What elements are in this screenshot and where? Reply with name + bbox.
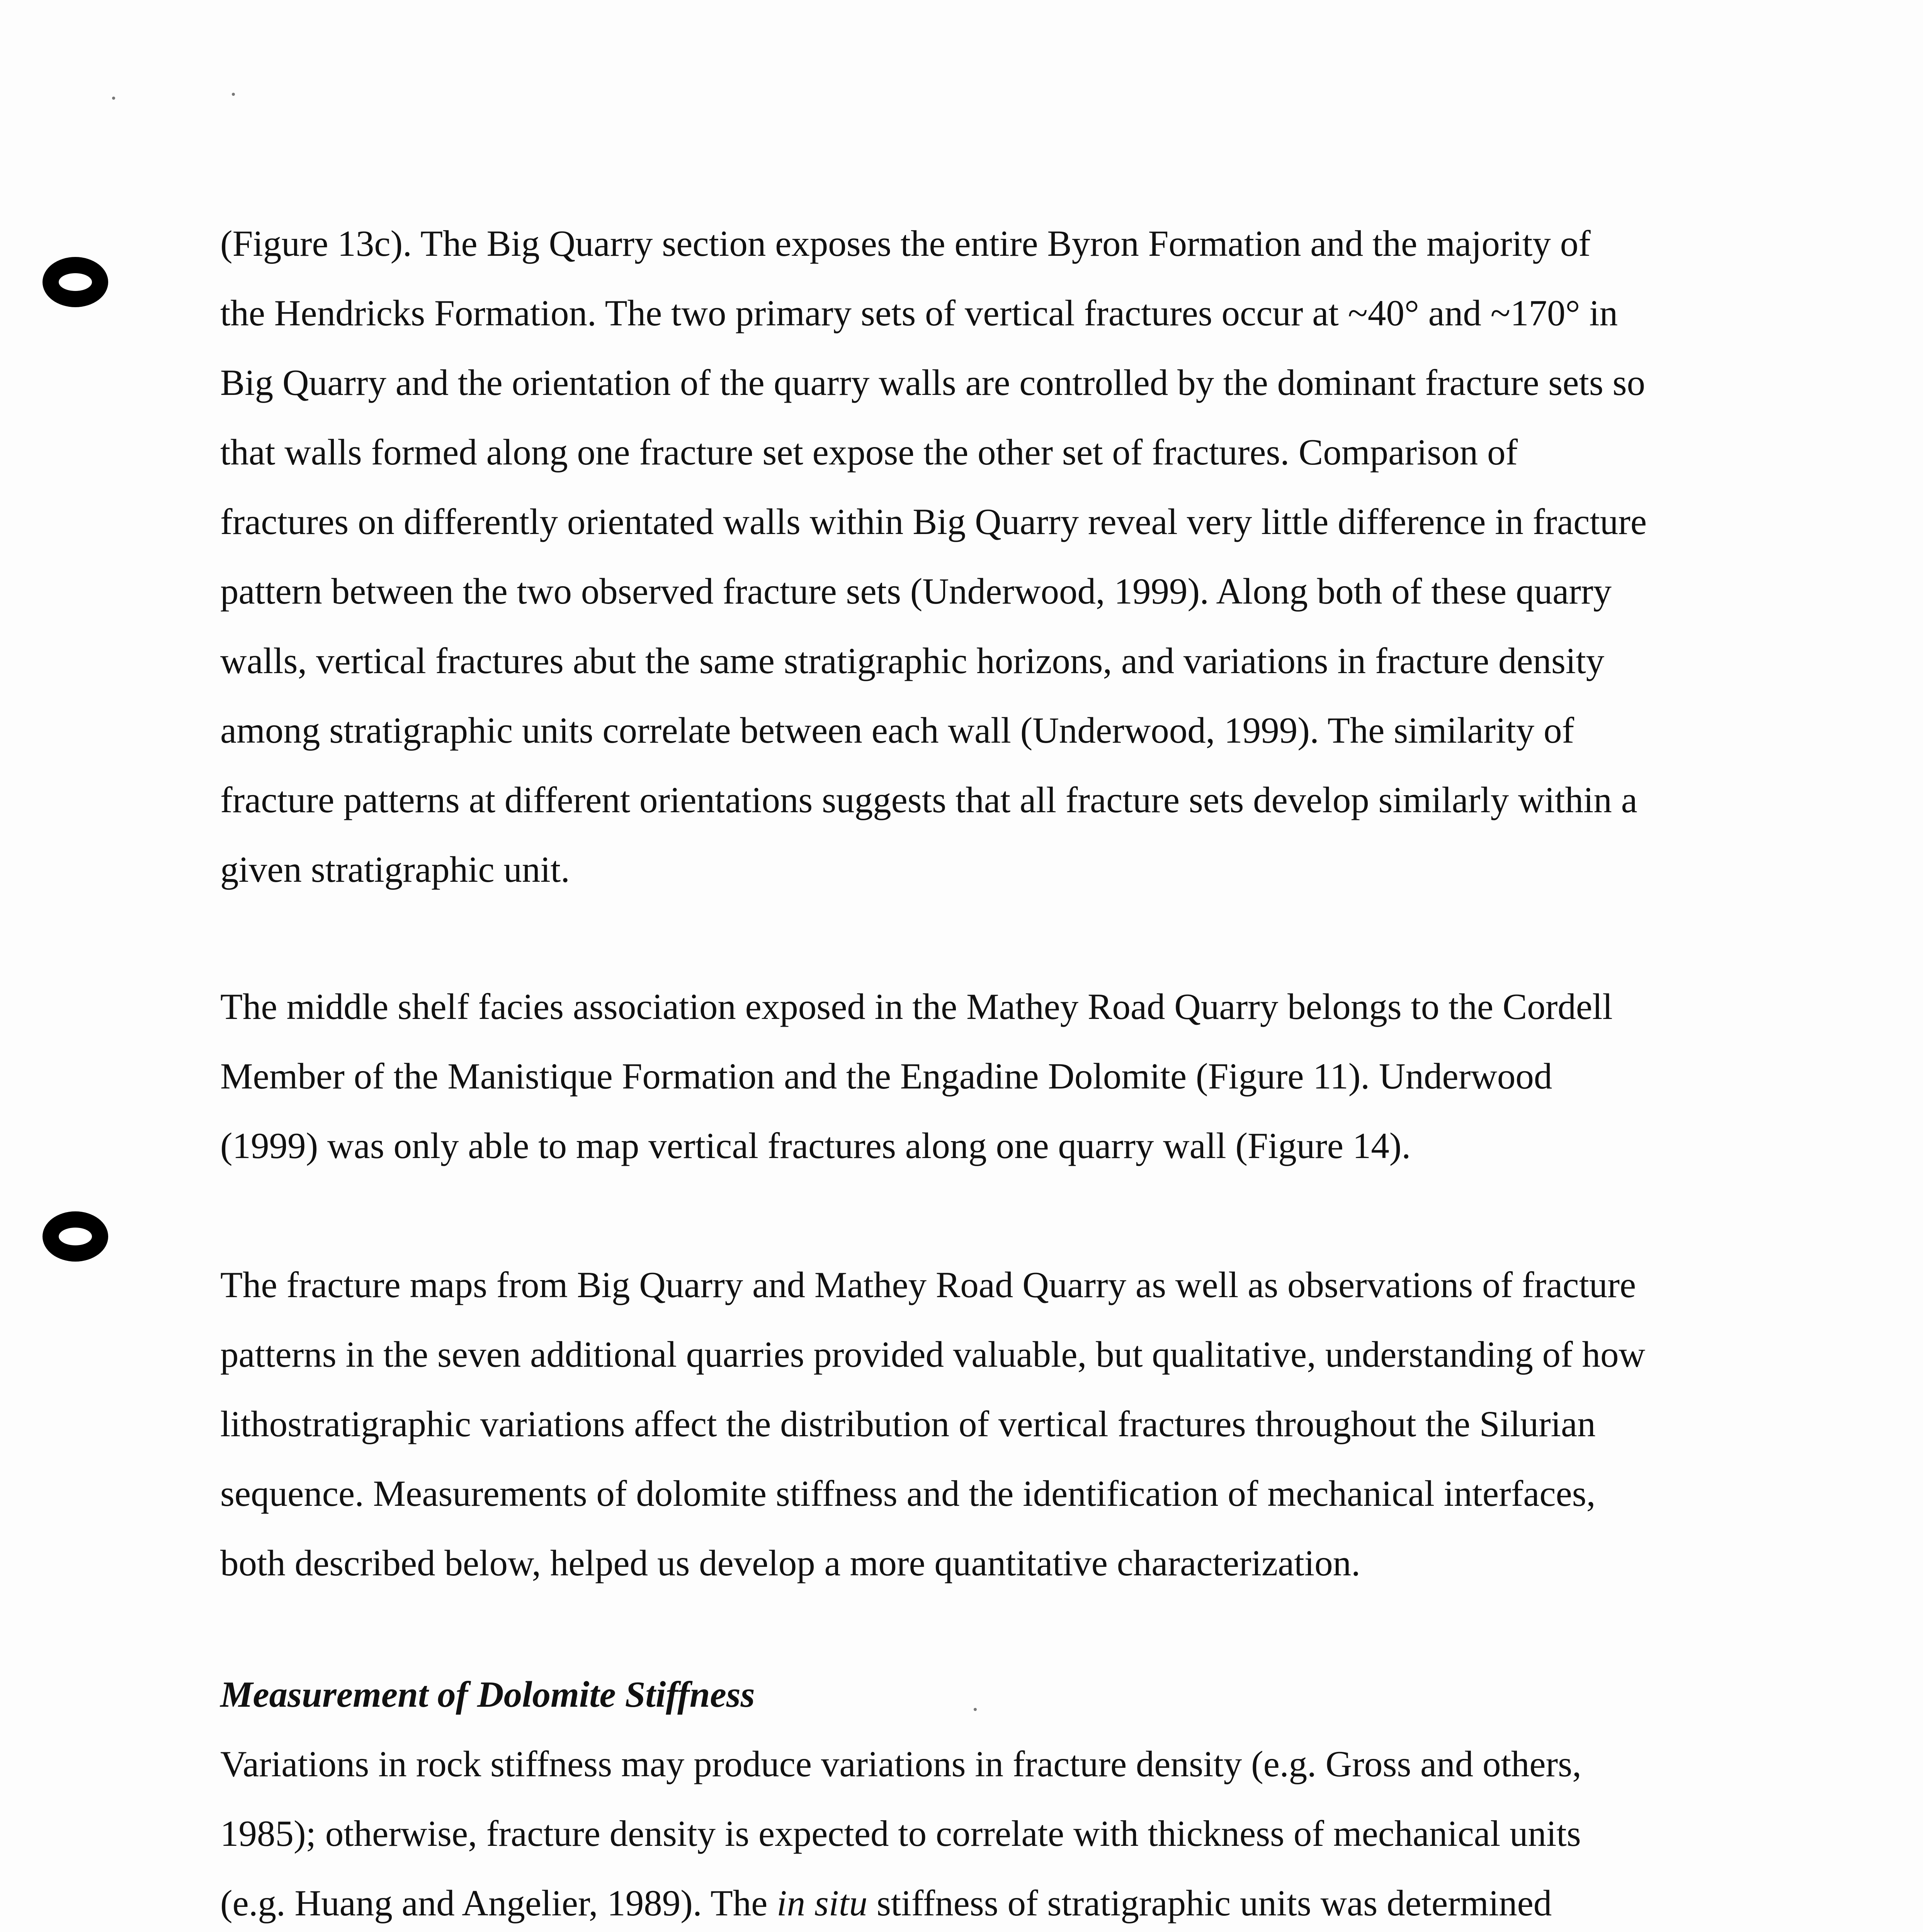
text-line: (1999) was only able to map vertical fractures along one quarry wall (Figure 14). [220,1125,1411,1166]
italic-term: in situ [777,1883,868,1923]
text-line: Big Quarry and the orientation of the quarry walls are controlled by the dominant fracture sets so [220,362,1646,403]
text-line: The fracture maps from Big Quarry and Mathey Road Quarry as well as observations of fracture [220,1264,1636,1305]
text-line: given stratigraphic unit. [220,849,570,890]
text-line: fractures on differently orientated walls within Big Quarry reveal very little difference in fracture [220,501,1647,542]
text-line: sequence. Measurements of dolomite stiffness and the identification of mechanical interfaces, [220,1473,1596,1514]
scan-speck [974,1708,977,1711]
text-line: The middle shelf facies association exposed in the Mathey Road Quarry belongs to the Cordell [220,986,1613,1027]
text-line: walls, vertical fractures abut the same stratigraphic horizons, and variations in fracture density [220,640,1605,681]
text-line: Variations in rock stiffness may produce variations in fracture density (e.g. Gross and others, [220,1743,1581,1784]
text-line: lithostratigraphic variations affect the distribution of vertical fractures throughout the Silurian [220,1403,1596,1444]
text-line: pattern between the two observed fracture sets (Underwood, 1999). Along both of these quarry [220,571,1612,612]
text-segment: (e.g. Huang and Angelier, 1989). The [220,1883,777,1923]
scan-speck [232,93,235,96]
text-line: fracture patterns at different orientations suggests that all fracture sets develop similarly within a [220,779,1637,820]
text-line: (Figure 13c). The Big Quarry section exposes the entire Byron Formation and the majority of [220,223,1591,264]
text-line [220,1868,1727,1932]
text-line: both described below, helped us develop a more quantitative characterization. [220,1543,1360,1583]
punch-hole-middle [43,1211,108,1262]
text-segment: stiffness of stratigraphic units was determined [867,1883,1552,1923]
text-line: the Hendricks Formation. The two primary sets of vertical fractures occur at ~40° and ~170° in [220,293,1618,333]
punch-hole-top [43,257,108,307]
text-line: that walls formed along one fracture set expose the other set of fractures. Comparison of [220,432,1518,473]
scan-speck [112,97,115,100]
text-line: 1985); otherwise, fracture density is expected to correlate with thickness of mechanical units [220,1813,1581,1854]
paragraph-1 [220,209,1727,904]
text-line: patterns in the seven additional quarries provided valuable, but qualitative, understanding of how [220,1334,1646,1375]
text-line: among stratigraphic units correlate between each wall (Underwood, 1999). The similarity of [220,710,1574,751]
section-heading: Measurement of Dolomite Stiffness [220,1674,755,1715]
paragraph-4 [220,1729,1727,1932]
text-line: Member of the Manistique Formation and the Engadine Dolomite (Figure 11). Underwood [220,1056,1552,1097]
paragraph-2 [220,972,1727,1180]
paragraph-3 [220,1250,1727,1598]
